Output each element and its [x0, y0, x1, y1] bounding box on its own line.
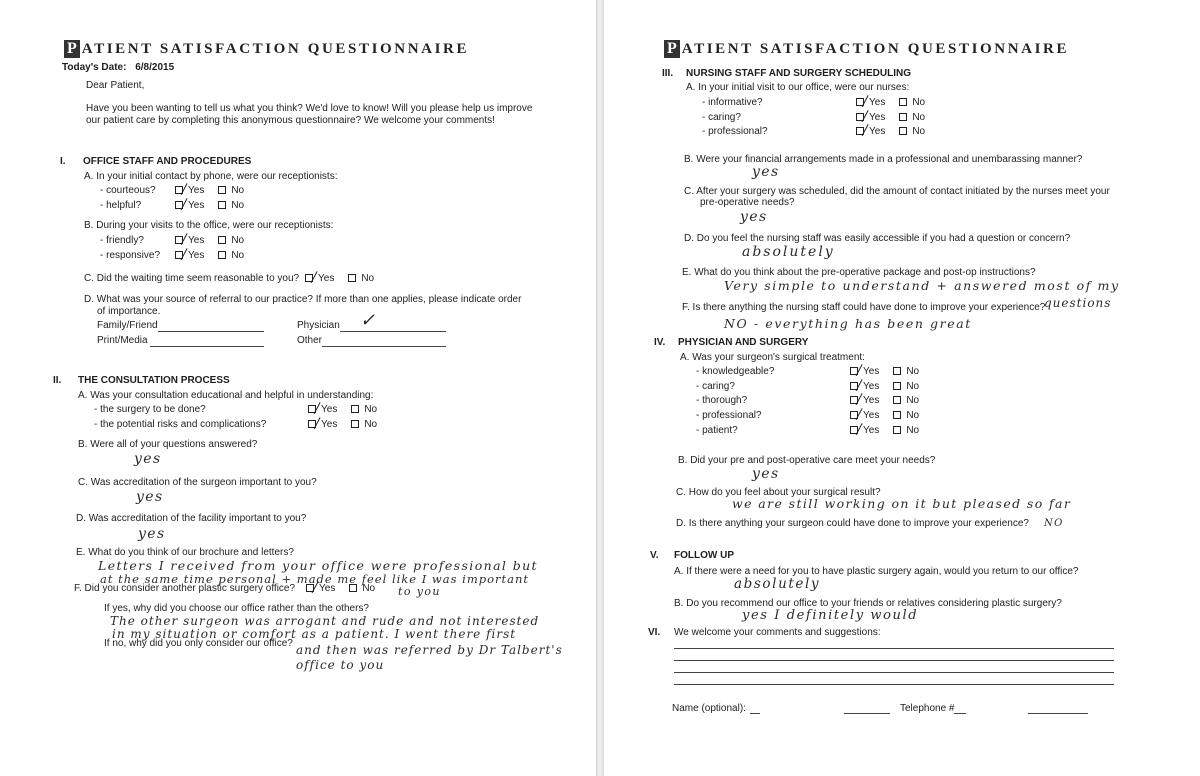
s2-answer-e-line-2: at the same time personal + made me feel like I was important — [100, 572, 530, 586]
no-label: No — [912, 112, 926, 123]
no-checkbox[interactable] — [351, 420, 359, 428]
yes-checkbox[interactable] — [175, 251, 183, 259]
s4-question-c: C. How do you feel about your surgical result? — [676, 487, 881, 498]
s1-question-a: A. In your initial contact by phone, were our receptionists: — [84, 171, 338, 182]
s1-c-options — [305, 273, 374, 284]
no-label: No — [912, 126, 926, 137]
section-5-number: V. — [650, 550, 659, 561]
no-checkbox[interactable] — [893, 382, 901, 390]
greeting: Dear Patient, — [86, 80, 145, 91]
s3-answer-c: yes — [740, 209, 768, 225]
yes-label: Yes — [188, 235, 205, 246]
s2-f-no-question: If no, why did you only consider our office? — [104, 638, 293, 649]
no-checkbox[interactable] — [351, 405, 359, 413]
s5-question-a: A. If there were a need for you to have plastic surgery again, would you return to our office? — [674, 566, 1079, 577]
no-checkbox[interactable] — [348, 274, 356, 282]
s4-a-item-thorough: - thorough? — [696, 395, 748, 406]
questionnaire-page-right — [604, 0, 1200, 776]
no-label: No — [364, 404, 378, 415]
yes-checkbox[interactable] — [306, 584, 314, 592]
s1-b-responsive-options — [175, 250, 244, 261]
s2-answer-d: yes — [138, 526, 166, 542]
yes-checkbox[interactable] — [856, 113, 864, 121]
s1-b-friendly-options — [175, 235, 244, 246]
s2-answer-c: yes — [136, 489, 164, 505]
no-label: No — [912, 97, 926, 108]
no-label: No — [906, 395, 920, 406]
s4-a-item-patient: - patient? — [696, 425, 738, 436]
s4-a-caring-options — [850, 381, 919, 392]
s3-question-b: B. Were your financial arrangements made in a professional and unembarassing manner? — [684, 154, 1083, 165]
yes-label: Yes — [863, 425, 880, 436]
s4-answer-c: we are still working on it but pleased so far — [732, 496, 1072, 511]
yes-label: Yes — [869, 112, 886, 123]
title-initial: P — [664, 40, 680, 58]
s3-question-e: E. What do you think about the pre-operative package and post-op instructions? — [682, 267, 1036, 278]
name-line-start[interactable] — [750, 713, 760, 714]
s2-answer-e-line-3: to you — [398, 585, 441, 598]
s4-a-professional-options — [850, 410, 919, 421]
yes-checkbox[interactable] — [308, 405, 316, 413]
referral-physician-label: Physician — [297, 320, 340, 331]
s3-answer-b: yes — [752, 164, 780, 180]
s5-question-b: B. Do you recommend our office to your friends or relatives considering plastic surgery? — [674, 598, 1062, 609]
date-label: Today's Date: — [62, 62, 127, 73]
no-checkbox[interactable] — [893, 426, 901, 434]
yes-checkbox[interactable] — [850, 396, 858, 404]
no-checkbox[interactable] — [218, 251, 226, 259]
no-label: No — [231, 250, 245, 261]
telephone-line-start[interactable] — [954, 713, 966, 714]
yes-label: Yes — [319, 583, 336, 594]
no-checkbox[interactable] — [218, 186, 226, 194]
no-checkbox[interactable] — [218, 236, 226, 244]
name-line-end[interactable] — [844, 713, 890, 714]
yes-checkbox[interactable] — [308, 420, 316, 428]
s4-question-b: B. Did your pre and post-operative care meet your needs? — [678, 455, 936, 466]
telephone-label: Telephone # — [900, 703, 955, 714]
referral-family-line[interactable] — [158, 331, 264, 332]
s4-a-item-caring: - caring? — [696, 381, 735, 392]
s1-question-d-line-1: D. What was your source of referral to our practice? If more than one applies, please indicate order — [84, 294, 522, 305]
s5-answer-a: absolutely — [734, 576, 821, 592]
section-2-title: THE CONSULTATION PROCESS — [78, 375, 230, 386]
s2-f-answer-line-1: The other surgeon was arrogant and rude and not interested — [110, 614, 540, 628]
s3-question-d: D. Do you feel the nursing staff was easily accessible if you had a question or concern? — [684, 233, 1071, 244]
section-4-number: IV. — [654, 337, 666, 348]
s3-question-a: A. In your initial visit to our office, were our nurses: — [686, 82, 910, 93]
s3-a-item-informative: - informative? — [702, 97, 763, 108]
no-label: No — [231, 185, 245, 196]
no-label: No — [364, 419, 378, 430]
referral-other-line[interactable] — [322, 346, 446, 347]
s3-answer-e: Very simple to understand + answered most of my — [724, 278, 1120, 293]
yes-label: Yes — [869, 126, 886, 137]
title-text: ATIENT SATISFACTION QUESTIONNAIRE — [681, 41, 1070, 57]
s4-a-thorough-options — [850, 395, 919, 406]
comments-line-1[interactable] — [674, 648, 1114, 649]
s3-a-caring-options — [856, 112, 925, 123]
page-title — [64, 40, 469, 58]
s4-a-item-professional: - professional? — [696, 410, 762, 421]
yes-checkbox[interactable] — [856, 98, 864, 106]
no-label: No — [906, 366, 920, 377]
s2-f-answer-line-2: in my situation or comfort as a patient. I went there first — [112, 627, 517, 641]
yes-checkbox[interactable] — [850, 411, 858, 419]
yes-label: Yes — [318, 273, 335, 284]
no-label: No — [231, 235, 245, 246]
s3-a-item-caring: - caring? — [702, 112, 741, 123]
s2-question-e: E. What do you think of our brochure and letters? — [76, 547, 294, 558]
telephone-line-end[interactable] — [1028, 713, 1088, 714]
s1-a-item-helpful: - helpful? — [100, 200, 142, 211]
section-6-number: VI. — [648, 627, 661, 638]
no-label: No — [231, 200, 245, 211]
s3-a-item-professional: - professional? — [702, 126, 768, 137]
yes-label: Yes — [321, 404, 338, 415]
s1-a-helpful-options — [175, 200, 244, 211]
s2-question-a: A. Was your consultation educational and helpful in understanding: — [78, 390, 374, 401]
section-5-title: FOLLOW UP — [674, 550, 734, 561]
no-checkbox[interactable] — [893, 367, 901, 375]
yes-label: Yes — [863, 381, 880, 392]
section-1-number: I. — [60, 156, 66, 167]
s2-f-answer-line-3: and then was referred by Dr Talbert's — [296, 643, 563, 657]
yes-label: Yes — [869, 97, 886, 108]
comments-line-4[interactable] — [674, 684, 1114, 685]
s4-answer-d: NO — [1044, 518, 1064, 529]
intro-line-1: Have you been wanting to tell us what you think? We'd love to know! Will you please help us improve — [86, 103, 533, 114]
yes-checkbox[interactable] — [850, 426, 858, 434]
s3-answer-f-line-2: NO - everything has been great — [724, 316, 972, 331]
yes-checkbox[interactable] — [175, 201, 183, 209]
s3-a-informative-options — [856, 97, 925, 108]
s1-question-d-line-2: of importance. — [97, 306, 161, 317]
yes-checkbox[interactable] — [856, 127, 864, 135]
s4-a-knowledgeable-options — [850, 366, 919, 377]
page-title — [664, 40, 1069, 58]
s2-question-c: C. Was accreditation of the surgeon important to you? — [78, 477, 317, 488]
s4-question-a: A. Was your surgeon's surgical treatment: — [680, 352, 865, 363]
date-row — [62, 62, 174, 73]
s2-a-item-surgery: - the surgery to be done? — [94, 404, 206, 415]
s3-question-c-line-1: C. After your surgery was scheduled, did the amount of contact initiated by the nurses meet your — [684, 186, 1110, 197]
book-gutter — [596, 0, 604, 776]
comments-line-2[interactable] — [674, 660, 1114, 661]
s2-a-item-risks: - the potential risks and complications? — [94, 419, 267, 430]
no-label: No — [906, 410, 920, 421]
no-label: No — [362, 583, 376, 594]
s2-a-surgery-options — [308, 404, 377, 415]
s4-question-d: D. Is there anything your surgeon could have done to improve your experience? — [676, 518, 1029, 529]
no-checkbox[interactable] — [899, 98, 907, 106]
no-checkbox[interactable] — [899, 127, 907, 135]
s5-answer-b: yes I definitely would — [742, 608, 919, 623]
s3-answer-f-line-1: questions — [1044, 296, 1112, 310]
no-checkbox[interactable] — [893, 411, 901, 419]
yes-label: Yes — [863, 366, 880, 377]
yes-label: Yes — [188, 200, 205, 211]
no-label: No — [361, 273, 375, 284]
s2-f-answer-line-4: office to you — [296, 658, 385, 672]
s1-question-c: C. Did the waiting time seem reasonable to you? — [84, 273, 300, 284]
section-1-title: OFFICE STAFF AND PROCEDURES — [83, 156, 252, 167]
section-6-title: We welcome your comments and suggestions: — [674, 627, 881, 638]
s3-answer-d: absolutely — [742, 244, 835, 260]
s1-a-item-courteous: - courteous? — [100, 185, 156, 196]
yes-label: Yes — [321, 419, 338, 430]
no-label: No — [906, 381, 920, 392]
s3-a-professional-options — [856, 126, 925, 137]
s2-question-d: D. Was accreditation of the facility important to you? — [76, 513, 307, 524]
date-value: 6/8/2015 — [135, 62, 175, 73]
questionnaire-page-left — [0, 0, 597, 776]
s3-question-f: F. Is there anything the nursing staff could have done to improve your experience? — [682, 302, 1046, 313]
s2-f-options — [306, 583, 375, 594]
s1-a-courteous-options — [175, 185, 244, 196]
yes-checkbox[interactable] — [175, 236, 183, 244]
section-3-title: NURSING STAFF AND SURGERY SCHEDULING — [686, 68, 912, 79]
referral-family-label: Family/Friend — [97, 320, 158, 331]
yes-label: Yes — [863, 410, 880, 421]
no-checkbox[interactable] — [349, 584, 357, 592]
title-text: ATIENT SATISFACTION QUESTIONNAIRE — [81, 41, 470, 57]
s4-answer-b: yes — [752, 466, 780, 482]
s4-a-item-knowledgeable: - knowledgeable? — [696, 366, 775, 377]
referral-physician-line[interactable] — [340, 331, 446, 332]
s1-b-item-friendly: - friendly? — [100, 235, 144, 246]
yes-checkbox[interactable] — [175, 186, 183, 194]
no-checkbox[interactable] — [218, 201, 226, 209]
yes-checkbox[interactable] — [850, 382, 858, 390]
title-initial: P — [64, 40, 80, 58]
s2-f-yes-question: If yes, why did you choose our office rather than the others? — [104, 603, 369, 614]
s1-b-item-responsive: - responsive? — [100, 250, 161, 261]
name-label: Name (optional): — [672, 703, 746, 714]
yes-label: Yes — [863, 395, 880, 406]
yes-checkbox[interactable] — [305, 274, 313, 282]
referral-other-label: Other — [297, 335, 323, 346]
no-label: No — [906, 425, 920, 436]
referral-print-label: Print/Media — [97, 335, 148, 346]
no-checkbox[interactable] — [893, 396, 901, 404]
s1-question-b: B. During your visits to the office, were our receptionists: — [84, 220, 334, 231]
section-2-number: II. — [53, 375, 62, 386]
comments-line-3[interactable] — [674, 672, 1114, 673]
s4-a-patient-options — [850, 425, 919, 436]
s2-answer-b: yes — [134, 451, 162, 467]
s2-a-risks-options — [308, 419, 377, 430]
yes-label: Yes — [188, 185, 205, 196]
s2-question-f: F. Did you consider another plastic surgery office? — [74, 583, 296, 594]
intro-line-2: our patient care by completing this anonymous questionnaire? We welcome your comments! — [86, 115, 495, 126]
yes-checkbox[interactable] — [850, 367, 858, 375]
s3-question-c-line-2: pre-operative needs? — [700, 197, 795, 208]
s2-answer-e-line-1: Letters I received from your office were professional but — [98, 558, 538, 573]
no-checkbox[interactable] — [899, 113, 907, 121]
s2-question-b: B. Were all of your questions answered? — [78, 439, 258, 450]
referral-physician-mark: ✓ — [360, 310, 377, 331]
yes-label: Yes — [188, 250, 205, 261]
referral-print-line[interactable] — [150, 346, 264, 347]
section-4-title: PHYSICIAN AND SURGERY — [678, 337, 809, 348]
section-3-number: III. — [662, 68, 674, 79]
